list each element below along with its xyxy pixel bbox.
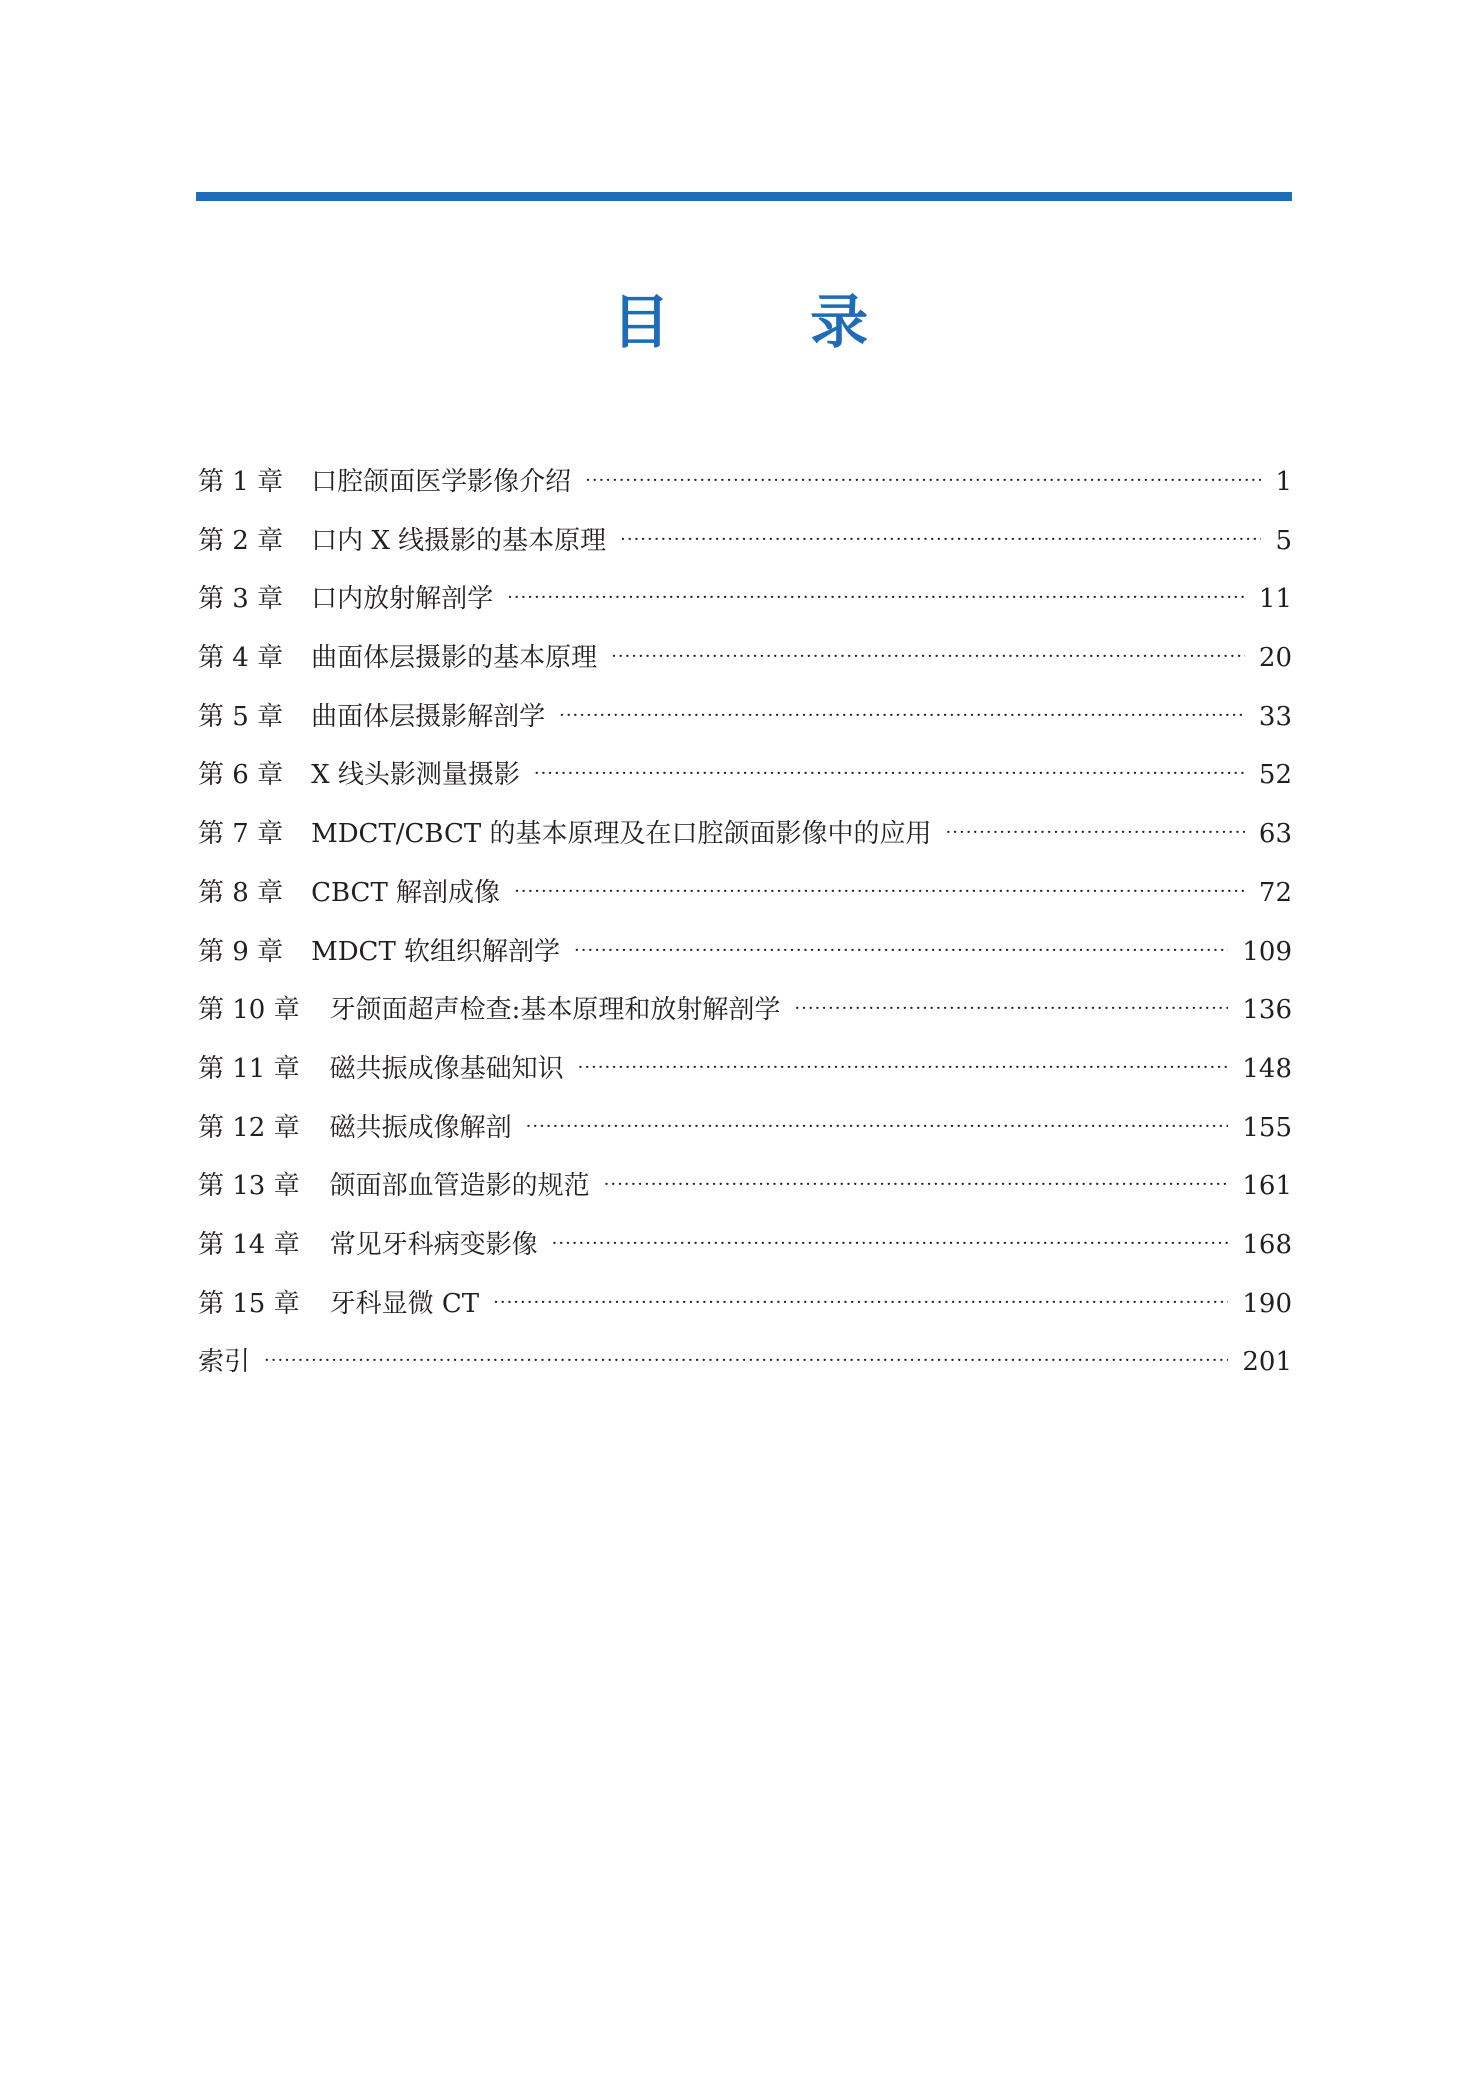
toc-page-number: 155 xyxy=(1242,1112,1292,1143)
table-of-contents xyxy=(198,453,1292,1392)
toc-title: 牙科显微 CT xyxy=(329,1288,480,1319)
toc-chapter-label: 第 5 章 xyxy=(198,701,284,732)
toc-chapter-label: 第 3 章 xyxy=(198,584,284,615)
toc-page-number: 190 xyxy=(1242,1288,1292,1319)
toc-title: MDCT 软组织解剖学 xyxy=(311,936,561,967)
toc-entry[interactable] xyxy=(198,805,1292,864)
toc-title: 颌面部血管造影的规范 xyxy=(329,1171,590,1202)
toc-page-number: 201 xyxy=(1242,1347,1292,1378)
toc-dot-leader xyxy=(559,687,1245,746)
toc-title: 磁共振成像基础知识 xyxy=(329,1053,564,1084)
toc-dot-leader xyxy=(794,980,1228,1039)
toc-title: 口内 X 线摄影的基本原理 xyxy=(311,525,607,556)
toc-page-number: 161 xyxy=(1242,1171,1292,1202)
toc-chapter-label: 第 8 章 xyxy=(198,877,284,908)
toc-dot-leader xyxy=(552,1215,1229,1274)
toc-entry[interactable] xyxy=(198,688,1292,747)
toc-dot-leader xyxy=(534,745,1245,804)
toc-page-number: 11 xyxy=(1258,584,1292,615)
toc-entry[interactable] xyxy=(198,1040,1292,1099)
toc-chapter-label: 第 1 章 xyxy=(198,467,284,497)
toc-chapter-label: 第 9 章 xyxy=(198,936,284,967)
toc-chapter-label: 第 10 章 xyxy=(198,995,300,1026)
toc-entry[interactable] xyxy=(198,453,1292,512)
toc-entry[interactable] xyxy=(198,746,1292,805)
toc-title: 曲面体层摄影的基本原理 xyxy=(311,643,598,674)
toc-page-number: 148 xyxy=(1242,1053,1292,1084)
toc-title: 口内放射解剖学 xyxy=(311,584,494,615)
toc-title: 磁共振成像解剖 xyxy=(329,1112,512,1143)
toc-page-number: 136 xyxy=(1242,995,1292,1026)
toc-chapter-label: 第 4 章 xyxy=(198,643,284,674)
toc-entry[interactable] xyxy=(198,1333,1292,1392)
toc-entry[interactable] xyxy=(198,570,1292,629)
toc-title: 牙颌面超声检查:基本原理和放射解剖学 xyxy=(329,995,781,1026)
toc-page-number: 168 xyxy=(1242,1229,1292,1260)
toc-page-number: 33 xyxy=(1258,701,1292,732)
toc-entry[interactable] xyxy=(198,923,1292,982)
toc-page-number: 5 xyxy=(1275,525,1292,556)
header-rule xyxy=(196,192,1292,201)
toc-chapter-label: 第 2 章 xyxy=(198,525,284,556)
toc-dot-leader xyxy=(946,804,1245,863)
toc-entry[interactable] xyxy=(198,629,1292,688)
toc-dot-leader xyxy=(578,1039,1229,1098)
toc-dot-leader xyxy=(620,511,1261,570)
toc-page-number: 109 xyxy=(1242,936,1292,967)
toc-entry[interactable] xyxy=(198,864,1292,923)
toc-entry[interactable] xyxy=(198,1157,1292,1216)
toc-dot-leader xyxy=(264,1332,1228,1391)
toc-page-number: 20 xyxy=(1258,643,1292,674)
toc-entry[interactable] xyxy=(198,1099,1292,1158)
toc-entry[interactable] xyxy=(198,1216,1292,1275)
toc-title: MDCT/CBCT 的基本原理及在口腔颌面影像中的应用 xyxy=(311,819,932,850)
toc-chapter-label: 第 6 章 xyxy=(198,760,284,791)
toc-chapter-label: 第 12 章 xyxy=(198,1112,300,1143)
toc-entry[interactable] xyxy=(198,512,1292,571)
toc-chapter-label: 索引 xyxy=(198,1347,251,1378)
toc-title: CBCT 解剖成像 xyxy=(311,877,501,908)
toc-dot-leader xyxy=(611,628,1245,687)
toc-dot-leader xyxy=(604,1156,1229,1215)
toc-dot-leader xyxy=(514,863,1245,922)
toc-chapter-label: 第 13 章 xyxy=(198,1171,300,1202)
toc-title: 常见牙科病变影像 xyxy=(329,1229,538,1260)
toc-dot-leader xyxy=(493,1274,1228,1333)
toc-page-number: 52 xyxy=(1258,760,1292,791)
toc-chapter-label: 第 14 章 xyxy=(198,1229,300,1260)
toc-chapter-label: 第 11 章 xyxy=(198,1053,300,1084)
toc-title: X 线头影测量摄影 xyxy=(311,760,520,791)
toc-dot-leader xyxy=(574,922,1228,981)
toc-chapter-label: 第 7 章 xyxy=(198,819,284,850)
toc-dot-leader xyxy=(507,569,1245,628)
toc-entry[interactable] xyxy=(198,981,1292,1040)
toc-entry[interactable] xyxy=(198,1275,1292,1334)
toc-chapter-label: 第 15 章 xyxy=(198,1288,300,1319)
page-title: 目 录 xyxy=(611,288,929,356)
toc-page-number: 72 xyxy=(1258,877,1292,908)
toc-page-number: 63 xyxy=(1258,819,1292,850)
toc-dot-leader xyxy=(585,452,1261,511)
toc-dot-leader xyxy=(526,1098,1229,1157)
toc-title: 曲面体层摄影解剖学 xyxy=(311,701,546,732)
toc-title: 口腔颌面医学影像介绍 xyxy=(311,467,572,497)
toc-page-number: 1 xyxy=(1275,467,1292,497)
